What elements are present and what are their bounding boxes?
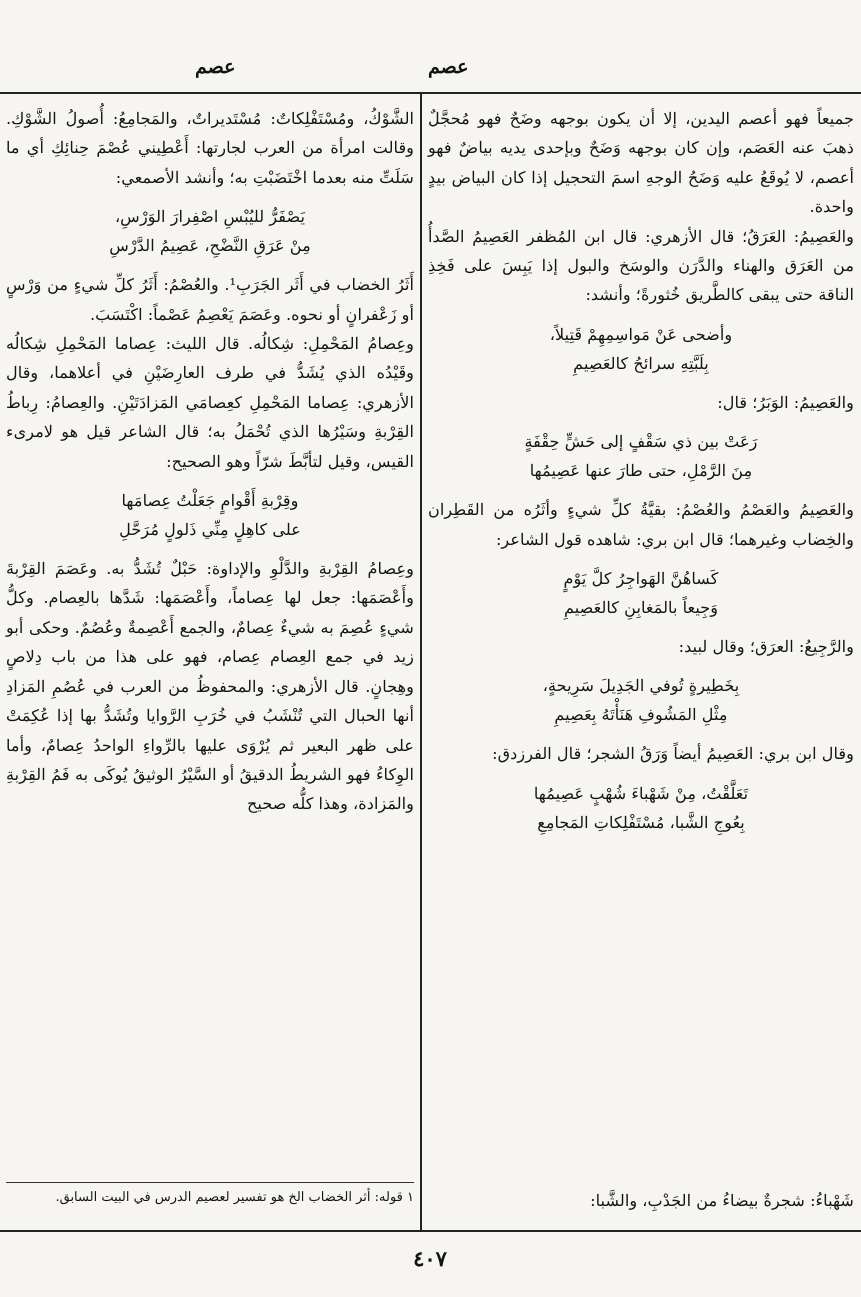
footnote: ١ قوله: أثر الخضاب الخ هو تفسير لعصيم الدرس في البيت السابق. [55, 1190, 414, 1205]
verse-line: مِنَ الرَّمْلِ، حتى طارَ عنها عَصِيمُها [529, 461, 753, 481]
verse-line: بِعُوجِ الشَّبا، مُسْتَفْلِكاتِ المَجامِعِ [537, 812, 745, 832]
entry-paragraph: والرَّجِيعُ: العرَق؛ وقال لبيد: [678, 637, 854, 657]
verse [428, 671, 854, 729]
entry-paragraph: والعَصِيمُ والعَصْمُ والعُصْمُ: بقيَّةُ كلِّ شيءٍ وأثَرُه من القَطِران والخِضاب وغيرهما؛ قال ابن بري: شاهده قول الشاعر: [428, 500, 854, 549]
right-column-last-line: شَهْباءُ: شجرةٌ بيضاءُ من الجَدْبِ، والشَّبا: [590, 1191, 854, 1210]
verse-line: وَجِيعاً بالمَغابِنِ كالعَصِيمِ [563, 598, 719, 618]
top-rule [0, 92, 861, 94]
entry-paragraph: الشَّوْكُ، ومُسْتَفْلِكاتٌ: مُسْتَديراتٌ، والمَجامِعُ: أُصولُ الشَّوْكِ. وقالت امرأة من العرب لجارتها: أَعْطِيني عُصْمَ حِنائِكِ أي ما سَلَتِّ منه بعدما اخْتَضَبْتِ به؛ وأنشد الأصمعي: [6, 109, 414, 187]
verse-line: مِثْلِ المَشُوفِ هَنَأْتَهُ بِعَصِيمِ [554, 705, 728, 725]
verse-line: رَعَتْ بين ذي سَقْفٍ إلى حَشٍّ حِقْفَةٍ [524, 432, 758, 452]
verse [6, 486, 414, 544]
header-root-word-left: عصم [195, 56, 236, 78]
verse [428, 320, 854, 378]
entry-paragraph: وعِصامُ القِرْبةِ والدَّلْوِ والإداوة: حَبْلٌ تُشَدُّ به. وعَصَمَ القِرْبةَ وأَعْصَمَها: جعل لها عِصاماً، وأَعْصَمَها: شَدَّها بالعِصام. وكلُّ شيءٍ عُصِمَ به شيءٌ عِصامٌ، والجمع أَعْصِمةٌ وعُصُمٌ. وحكى أبو زيد في جمع العِصام عِصام، فهو على هذا من باب دِلاصٍ وهِجانٍ. قال الأزهري: والمحفوظُ من العرب في عُصُمِ المَزادِ أنها الحبال التي تُنْشَبُ في خُرَبِ الرَّوايا وتُشَدُّ بها إذا عُكِمَتْ على ظهر البعير ثم يُرْوَى عليها بالرِّواءِ الواحدُ عِصامٌ، وأما الوِكاءُ فهو الشريطُ الدقيقُ أو السَّيْرُ الوثيقُ يُوكَى به فَمُ القِرْبةِ والمَزادة، وهذا كلُّه صحيح [6, 559, 414, 814]
entry-paragraph: أَثَرُ الخضاب في أَثَر الجَرَبِ¹. والعُصْمُ: أَثَرُ كلِّ شيءٍ من وَرْسٍ أو زَعْفرانٍ أو نحوه. وعَصَمَ يَعْصِمُ عَصْماً: اكْتَسَبَ. [6, 275, 414, 324]
verse-line: بِخَطِيرةٍ تُوفي الجَدِيلَ سَرِيحةٍ، [542, 676, 740, 696]
verse-line: مِنْ عَرَقِ النَّضْحِ، عَصِيمُ الدَّرْسِ [109, 236, 311, 256]
column-divider [420, 94, 422, 1230]
entry-paragraph: وعِصامُ المَحْمِلِ: شِكالُه. قال الليث: عِصاما المَحْمِلِ شِكالُه وقَيْدُه الذي يُشَدُّ في طرف العارِضَيْنِ في أعلاهما، وقال الأزهري: عِصاما المَحْمِلِ كعِصامَي المَزادَتَيْنِ. والعِصامُ: رِباطُ القِرْبةِ وسَيْرُها الذي تُحْمَلُ به؛ قال الشاعر قيل هو لامرىء القيس، وقيل لتأبَّطَ شرّاً وهو الصحيح: [6, 334, 414, 471]
bottom-rule [0, 1230, 861, 1232]
page-number: ٤٠٧ [413, 1246, 447, 1271]
left-column [6, 104, 414, 819]
entry-paragraph: وقال ابن بري: العَصِيمُ أيضاً وَرَقُ الشجر؛ قال الفرزدق: [492, 744, 854, 764]
entry-paragraph: والعَصِيمُ: الوَبَرُ؛ قال: [717, 392, 854, 412]
verse [6, 202, 414, 260]
verse [428, 779, 854, 837]
verse-line: يَصْفَرُّ لليُبْسِ اصْفِرارَ الوَرْسِ، [114, 207, 306, 227]
verse [428, 427, 854, 485]
entry-paragraph: والعَصِيمُ: العَرَقُ؛ قال الأزهري: قال ابن المُظفر العَصِيمُ الصَّدأُ من العَرَق والهناء والدَّرَن والوسَخ والبول إذا يَبِسَ على فَخِذِ الناقة حتى يبقى كالطَّريق خُثورةً؛ وأنشد: [428, 226, 854, 305]
verse-line: كَساهُنَّ الهَواجِرُ كلَّ يَوْمٍ [563, 569, 719, 589]
entry-paragraph: جميعاً فهو أعصم اليدين، إلا أن يكون بوجهه وضَحٌ فهو مُحجَّلٌ ذهبَ عنه العَصَم، وإن كان بوجهه وَضَحٌ وبإحدى يديه بياضٌ فهو أعصم، لا يُوقَعُ عليه وَضَحُ الوجهِ اسمَ التحجيل إذا كان البياض بيدٍ واحدة. [428, 109, 854, 217]
verse-line: على كاهِلٍ مِنِّي ذَلولٍ مُرَحَّلِ [119, 520, 301, 540]
verse-line: وقِرْبةِ أَقْوامٍ جَعَلْتُ عِصامَها [121, 491, 299, 511]
right-column [428, 104, 854, 847]
verse [428, 564, 854, 622]
footnote-rule [6, 1182, 414, 1183]
verse-line: تَعَلَّقْتُ، مِنْ شَهْباءَ شُهْبٍ عَصِيمُها [533, 783, 749, 803]
verse-line: بِلَبَّتِهِ سرائحُ كالعَصِيمِ [573, 353, 709, 373]
header-root-word-right: عصم [428, 56, 469, 78]
verse-line: وأضحى عَنْ مَواسِمِهِمْ قَتِيلاً، [549, 324, 733, 344]
